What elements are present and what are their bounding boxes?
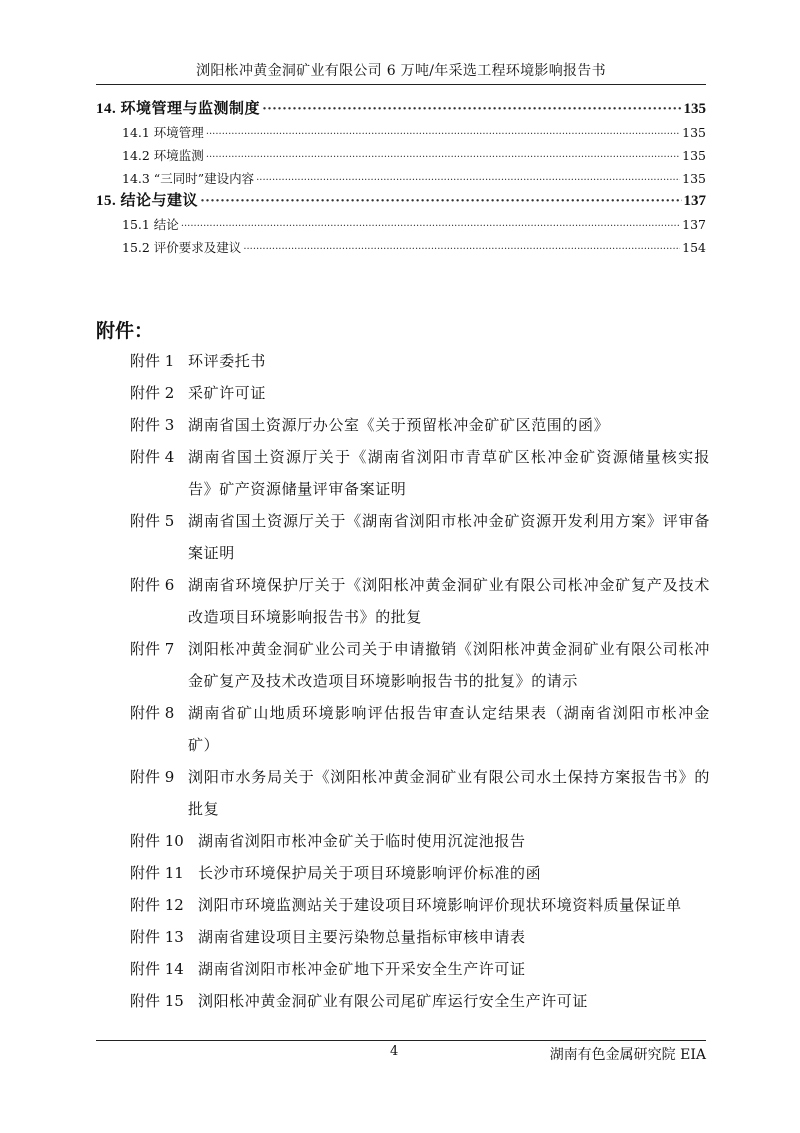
footer-divider: [96, 1040, 706, 1041]
attachment-text: 浏阳市水务局关于《浏阳枨冲黄金洞矿业有限公司水土保持方案报告书》的批复: [188, 768, 710, 818]
attachment-number: 附件 14: [130, 960, 184, 978]
toc-entry-label: 14.2 环境监测: [122, 148, 204, 163]
toc-leader: [206, 123, 680, 146]
table-of-contents: [96, 98, 706, 259]
toc-entry[interactable]: [96, 236, 706, 259]
attachment-number: 附件 13: [130, 928, 184, 946]
toc-entry[interactable]: [96, 144, 706, 167]
attachment-text: 采矿许可证: [188, 384, 267, 402]
toc-leader: [200, 190, 681, 213]
footer-organization: 湖南有色金属研究院 EIA: [549, 1047, 706, 1063]
attachment-text: 环评委托书: [188, 352, 267, 370]
page-header: 浏阳枨冲黄金洞矿业有限公司 6 万吨/年采选工程环境影响报告书: [196, 63, 606, 79]
toc-entry-label: 15.1 结论: [122, 217, 179, 232]
page-number: 4: [390, 1044, 399, 1059]
toc-entry-label: 14.3 “三同时”建设内容: [122, 171, 255, 186]
attachment-item: [130, 569, 710, 633]
toc-entry-label: 15.2 评价要求及建议: [122, 240, 242, 255]
attachment-text: 长沙市环境保护局关于项目环境影响评价标准的函: [198, 864, 542, 882]
attachment-text: 浏阳市环境监测站关于建设项目环境影响评价现状环境资料质量保证单: [198, 896, 682, 914]
attachment-text: 湖南省建设项目主要污染物总量指标审核申请表: [198, 928, 526, 946]
toc-leader: [206, 146, 680, 169]
attachment-list: [130, 345, 710, 1017]
attachment-number: 附件 10: [130, 832, 184, 850]
toc-leader: [181, 215, 680, 238]
attachment-item: [130, 697, 710, 761]
toc-entry[interactable]: [96, 121, 706, 144]
toc-entry[interactable]: [96, 98, 706, 121]
toc-entry-page: 154: [682, 240, 706, 255]
toc-leader: [243, 238, 680, 261]
attachment-text: 湖南省国土资源厅办公室《关于预留枨冲金矿矿区范围的函》: [188, 416, 610, 434]
attachment-number: 附件 6: [130, 576, 175, 594]
attachment-item: [130, 345, 710, 377]
attachment-number: 附件 12: [130, 896, 184, 914]
attachment-item: [130, 633, 710, 697]
toc-leader: [256, 169, 680, 192]
toc-entry-label: 15. 结论与建议: [96, 193, 199, 209]
attachment-item: [130, 889, 710, 921]
attachment-item: [130, 953, 710, 985]
attachment-item: [130, 441, 710, 505]
toc-entry-label: 14.1 环境管理: [122, 125, 204, 140]
toc-entry-page: 135: [682, 125, 706, 140]
attachment-text: 湖南省国土资源厅关于《湖南省浏阳市青草矿区枨冲金矿资源储量核实报告》矿产资源储量评审备案证明: [188, 448, 710, 498]
toc-entry[interactable]: [96, 167, 706, 190]
attachment-text: 浏阳枨冲黄金洞矿业公司关于申请撤销《浏阳枨冲黄金洞矿业有限公司枨冲金矿复产及技术改造项目环境影响报告书的批复》的请示: [188, 640, 710, 690]
attachment-number: 附件 4: [130, 448, 175, 466]
attachment-item: [130, 921, 710, 953]
attachment-number: 附件 5: [130, 512, 175, 530]
attachment-number: 附件 8: [130, 704, 175, 722]
attachment-number: 附件 1: [130, 352, 175, 370]
attachment-text: 湖南省浏阳市枨冲金矿关于临时使用沉淀池报告: [198, 832, 526, 850]
attachments-title: 附件：: [96, 320, 154, 342]
header-divider: [96, 84, 706, 85]
attachment-number: 附件 7: [130, 640, 175, 658]
attachment-text: 浏阳枨冲黄金洞矿业有限公司尾矿库运行安全生产许可证: [198, 992, 589, 1010]
attachment-number: 附件 15: [130, 992, 184, 1010]
attachment-item: [130, 825, 710, 857]
toc-entry-label: 14. 环境管理与监测制度: [96, 101, 261, 117]
toc-entry-page: 135: [682, 171, 706, 186]
toc-entry-page: 135: [683, 101, 706, 117]
attachment-number: 附件 3: [130, 416, 175, 434]
toc-leader: [262, 98, 681, 121]
attachment-number: 附件 9: [130, 768, 175, 786]
toc-entry[interactable]: [96, 213, 706, 236]
attachment-text: 湖南省环境保护厅关于《浏阳枨冲黄金洞矿业有限公司枨冲金矿复产及技术改造项目环境影响报告书》的批复: [188, 576, 710, 626]
attachment-text: 湖南省矿山地质环境影响评估报告审查认定结果表（湖南省浏阳市枨冲金矿）: [188, 704, 710, 754]
attachment-text: 湖南省国土资源厅关于《湖南省浏阳市枨冲金矿资源开发利用方案》评审备案证明: [188, 512, 710, 562]
toc-entry-page: 137: [682, 217, 706, 232]
attachment-item: [130, 857, 710, 889]
toc-entry-page: 137: [683, 193, 706, 209]
attachment-text: 湖南省浏阳市枨冲金矿地下开采安全生产许可证: [198, 960, 526, 978]
attachment-item: [130, 409, 710, 441]
attachment-item: [130, 761, 710, 825]
toc-entry[interactable]: [96, 190, 706, 213]
toc-entry-page: 135: [682, 148, 706, 163]
attachment-item: [130, 505, 710, 569]
attachment-number: 附件 11: [130, 864, 184, 882]
attachment-item: [130, 377, 710, 409]
attachment-item: [130, 985, 710, 1017]
attachment-number: 附件 2: [130, 384, 175, 402]
